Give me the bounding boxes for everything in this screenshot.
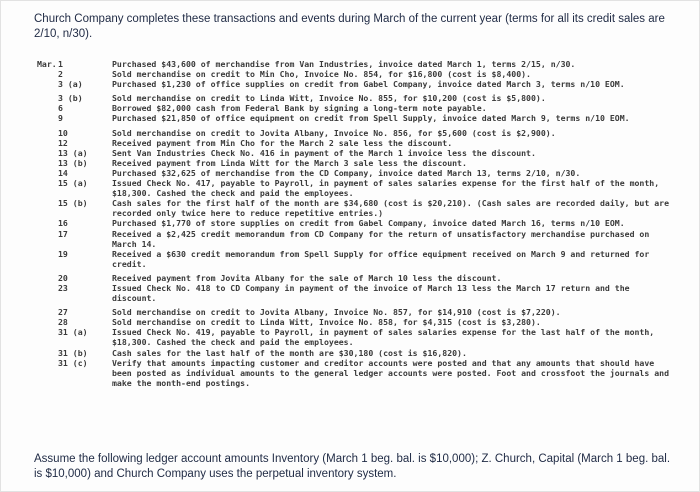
transaction-date: 1 xyxy=(58,59,63,69)
transaction-date: 14 xyxy=(58,167,68,178)
transaction-entry xyxy=(58,69,678,79)
transaction-text: Cash sales for the first half of the month are $34,680 (cost is $20,210). (Cash sales are recorded daily, but are recorded only twice here to reduce repetitive entries.) xyxy=(112,198,670,219)
transaction-date: 17 xyxy=(58,228,68,239)
transaction-date: 10 xyxy=(58,127,68,138)
transaction-date: 13 (a) xyxy=(58,147,88,158)
transaction-date: 15 (b) xyxy=(58,198,88,209)
transaction-entry xyxy=(58,283,678,303)
transaction-date: 3 (a) xyxy=(58,79,83,90)
ledger-assumption-note: Assume the following ledger account amounts Inventory (March 1 beg. bal. is $10,000); Z. Church, Capital (March 1 beg. bal. is $10,000) and Church Company uses the perpetual inventory system. xyxy=(34,453,671,480)
transaction-text: Purchased $21,850 of office equipment on credit from Spell Supply, invoice dated March 9, terms n/10 EOM. xyxy=(112,113,630,124)
transaction-text: Sold merchandise on credit to Linda Witt, Invoice No. 855, for $10,200 (cost is $5,800). xyxy=(112,93,546,104)
transaction-date: 9 xyxy=(58,113,63,124)
transaction-date: 12 xyxy=(58,137,68,148)
transaction-text: Received payment from Linda Witt for the March 3 sale less the discount. xyxy=(112,157,467,168)
transaction-date: 20 xyxy=(58,272,68,283)
transaction-date: 3 (b) xyxy=(58,93,83,104)
transaction-entry xyxy=(58,317,678,327)
transaction-date: 31 (b) xyxy=(58,347,88,358)
transaction-text: Received a $630 credit memorandum from Spell Supply for office equipment received on March 9 and returned for credit. xyxy=(112,248,650,269)
transaction-entry xyxy=(58,358,678,388)
transaction-date: 28 xyxy=(58,317,68,328)
transaction-entry xyxy=(58,113,678,123)
transaction-entry xyxy=(58,218,678,228)
transaction-text: Cash sales for the last half of the month are $30,180 (cost is $16,820). xyxy=(112,347,467,358)
transaction-text: Received payment from Jovita Albany for the sale of March 10 less the discount. xyxy=(112,272,502,283)
transaction-date: 19 xyxy=(58,248,68,259)
transaction-text: Sold merchandise on credit to Linda Witt, Invoice No. 858, for $4,315 (cost is $3,280). xyxy=(112,317,541,328)
transaction-text: Issued Check No. 419, payable to Payroll, in payment of sales salaries expense for the last half of the month, $18,300. Cashed the check and paid the employees. xyxy=(112,327,655,348)
transaction-text: Received a $2,425 credit memorandum from CD Company for the return of unsatisfactory merchandise purchased on March 14. xyxy=(112,228,650,249)
transaction-entry xyxy=(58,59,678,69)
transaction-text: Issued Check No. 418 to CD Company in payment of the invoice of March 13 less the March 17 return and the discount. xyxy=(112,282,630,304)
transaction-date: 23 xyxy=(58,282,68,293)
transaction-text: Received payment from Min Cho for the March 2 sale less the discount. xyxy=(112,137,453,148)
transaction-entry xyxy=(58,348,678,358)
transaction-text: Sold merchandise on credit to Min Cho, Invoice No. 854, for $16,800 (cost is $8,400). xyxy=(112,69,531,80)
transaction-date: 31 (a) xyxy=(58,327,88,338)
transaction-entry xyxy=(58,178,678,198)
transaction-entry xyxy=(58,158,678,168)
transaction-entry xyxy=(58,138,678,148)
transaction-text: Issued Check No. 417, payable to Payroll, in payment of sales salaries expense for the first half of the month, $18,300. Cashed the check and paid the employees. xyxy=(112,178,660,199)
transaction-entry xyxy=(58,168,678,178)
transaction-date: 27 xyxy=(58,307,68,318)
transaction-entry xyxy=(58,198,678,218)
transaction-entry xyxy=(58,307,678,317)
transaction-entry xyxy=(58,327,678,347)
transaction-entry xyxy=(58,229,678,249)
transaction-text: Purchased $1,230 of office supplies on credit from Gabel Company, invoice dated March 3, terms n/10 EOM. xyxy=(112,79,625,90)
transaction-entry xyxy=(58,148,678,158)
transaction-entry xyxy=(58,249,678,269)
transaction-entry xyxy=(58,79,678,89)
transaction-date: 15 (a) xyxy=(58,178,88,189)
transaction-text: Purchased $43,600 of merchandise from Van Industries, invoice dated March 1, terms 2/15, n/30. xyxy=(112,59,576,69)
transaction-entry xyxy=(58,273,678,283)
transaction-text: Purchased $32,625 of merchandise from the CD Company, invoice dated March 13, terms 2/10, n/30. xyxy=(112,167,581,178)
month-label: Mar. xyxy=(37,59,57,69)
transaction-text: Borrowed $82,000 cash from Federal Bank by signing a long-term note payable. xyxy=(112,103,487,114)
transaction-entry xyxy=(58,103,678,113)
transaction-date: 2 xyxy=(58,69,63,80)
transaction-entry xyxy=(58,128,678,138)
transaction-text: Verify that amounts impacting customer and creditor accounts were posted and that any amounts that should have been posted as individual amounts to the general ledger accounts were posted. Foot and crossfoot the journals and make the month-end postings. xyxy=(112,357,670,388)
transaction-text: Purchased $1,770 of store supplies on credit from Gabel Company, invoice dated March 16, terms n/10 EOM. xyxy=(112,218,625,229)
transaction-list xyxy=(58,59,678,388)
transaction-date: 6 xyxy=(58,103,63,114)
transaction-date: 13 (b) xyxy=(58,157,88,168)
problem-intro: Church Company completes these transactions and events during March of the current year (terms for all its credit sales are 2/10, n/30). xyxy=(34,13,665,40)
transaction-entry xyxy=(58,93,678,103)
transaction-text: Sent Van Industries Check No. 416 in payment of the March 1 invoice less the discount. xyxy=(112,147,536,158)
transaction-date: 31 (c) xyxy=(58,357,88,368)
transaction-text: Sold merchandise on credit to Jovita Albany, Invoice No. 857, for $14,910 (cost is $7,220). xyxy=(112,307,561,318)
transaction-text: Sold merchandise on credit to Jovita Albany, Invoice No. 856, for $5,600 (cost is $2,900). xyxy=(112,127,556,138)
transaction-date: 16 xyxy=(58,218,68,229)
